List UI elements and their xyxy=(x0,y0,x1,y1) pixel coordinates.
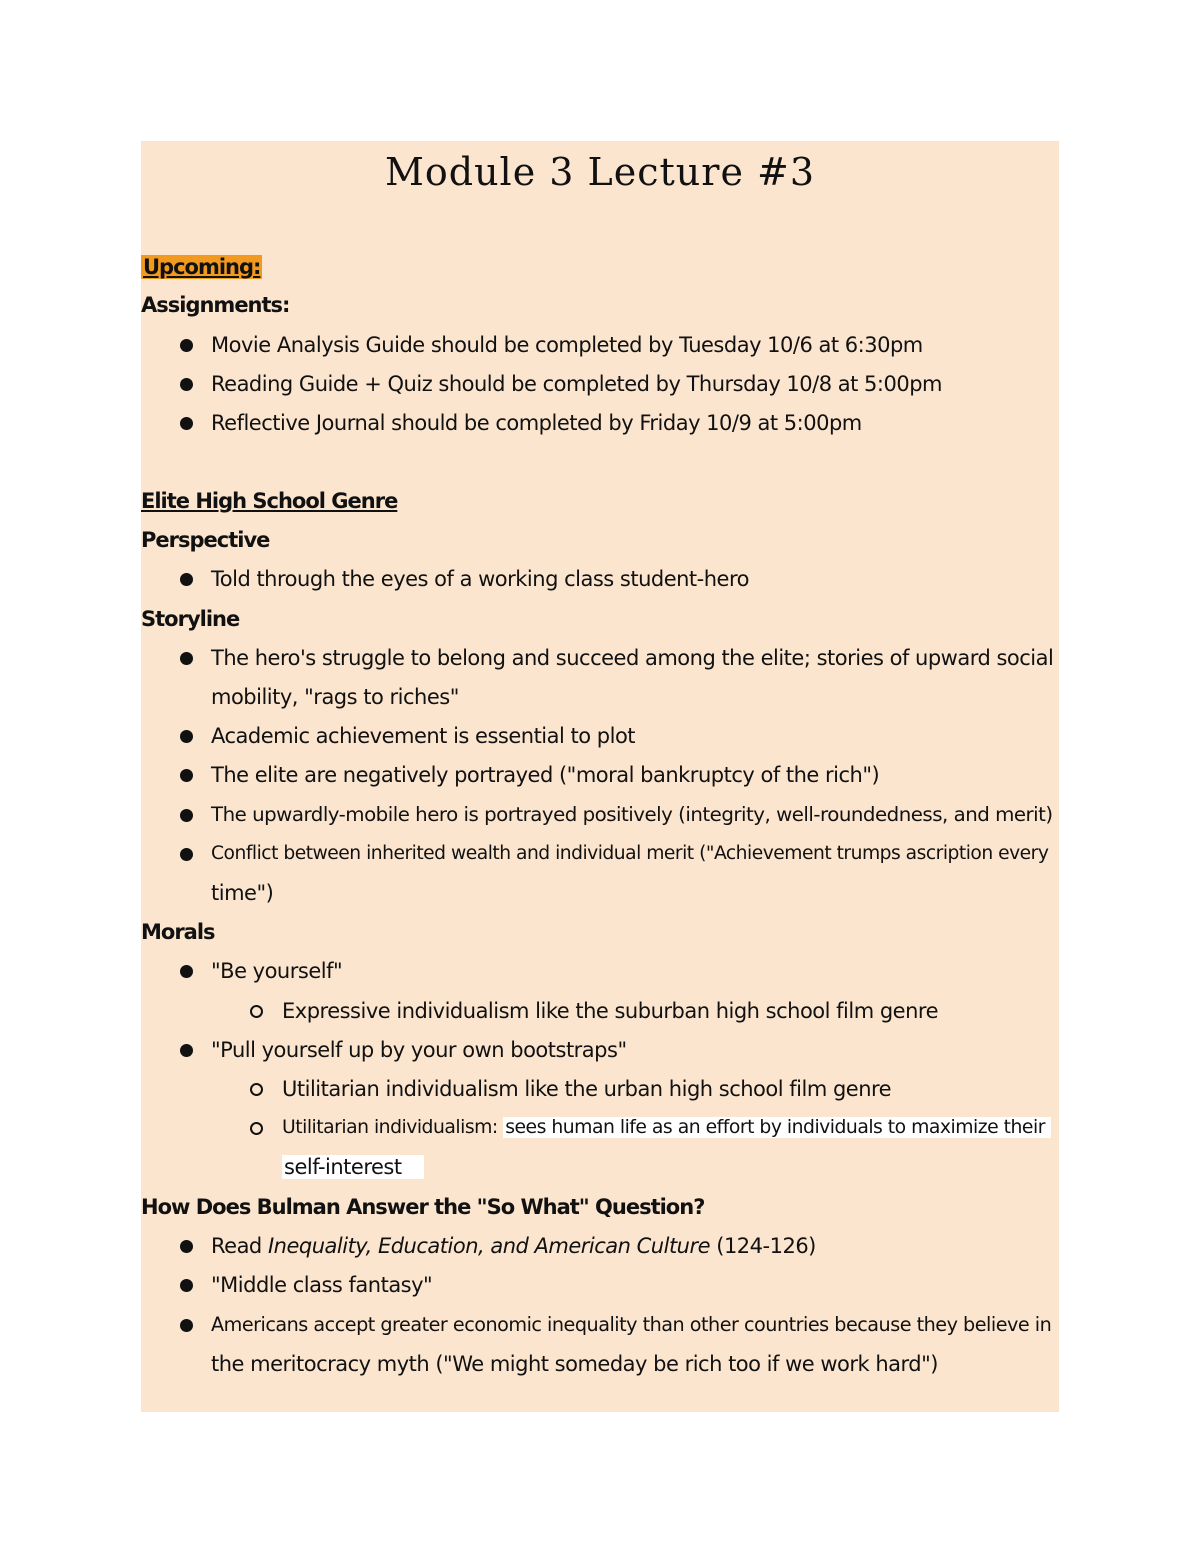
so-what-item: Americans accept greater economic inequality than other countries because they believe in xyxy=(211,1313,1052,1336)
bullet-icon xyxy=(180,769,193,782)
storyline-item: The upwardly-mobile hero is portrayed positively (integrity, well-roundedness, and merit) xyxy=(211,803,1053,826)
morals-subitem: Expressive individualism like the suburban high school film genre xyxy=(282,999,939,1023)
morals-subitem xyxy=(282,1114,1051,1142)
bullet-icon xyxy=(180,965,193,978)
upcoming-label: Upcoming: xyxy=(143,255,261,279)
storyline-item: The hero's struggle to belong and succeed among the elite; stories of upward social xyxy=(211,646,1054,670)
hollow-bullet-icon xyxy=(250,1005,263,1018)
morals-item: "Pull yourself up by your own bootstraps" xyxy=(211,1038,627,1062)
bullet-icon xyxy=(180,809,193,822)
bullet-icon xyxy=(180,1240,193,1253)
highlighted-definition: self-interest xyxy=(282,1155,424,1179)
genre-heading: Elite High School Genre xyxy=(141,489,398,513)
so-what-item-continued: the meritocracy myth ("We might someday be rich too if we work hard") xyxy=(211,1352,938,1376)
so-what-item xyxy=(211,1232,816,1260)
highlighted-definition: sees human life as an effort by individuals to maximize their xyxy=(503,1117,1051,1138)
hollow-bullet-icon xyxy=(250,1122,263,1135)
perspective-item: Told through the eyes of a working class student-hero xyxy=(211,567,749,591)
bullet-icon xyxy=(180,339,193,352)
storyline-heading: Storyline xyxy=(141,607,240,631)
perspective-heading: Perspective xyxy=(141,528,270,552)
bullet-icon xyxy=(180,848,193,861)
read-prefix: Read xyxy=(211,1234,262,1258)
morals-item: "Be yourself" xyxy=(211,959,343,983)
storyline-item: Academic achievement is essential to plot xyxy=(211,724,636,748)
bullet-icon xyxy=(180,573,193,586)
page-title: Module 3 Lecture #3 xyxy=(384,150,816,194)
so-what-item: "Middle class fantasy" xyxy=(211,1273,433,1297)
so-what-heading: How Does Bulman Answer the "So What" Question? xyxy=(141,1195,705,1219)
bullet-icon xyxy=(180,378,193,391)
book-title: Inequality, Education, and American Culture xyxy=(267,1234,711,1258)
storyline-item-continued: time") xyxy=(211,881,274,905)
upcoming-heading xyxy=(141,253,262,281)
bullet-icon xyxy=(180,1279,193,1292)
assignment-item: Reflective Journal should be completed by Friday 10/9 at 5:00pm xyxy=(211,411,862,435)
assignment-item: Movie Analysis Guide should be completed by Tuesday 10/6 at 6:30pm xyxy=(211,333,923,357)
bullet-icon xyxy=(180,730,193,743)
bullet-icon xyxy=(180,1319,193,1332)
assignments-heading: Assignments: xyxy=(141,293,290,317)
page-range: (124-126) xyxy=(716,1234,816,1258)
morals-subitem: Utilitarian individualism like the urban high school film genre xyxy=(282,1077,892,1101)
bullet-icon xyxy=(180,652,193,665)
storyline-item: The elite are negatively portrayed ("moral bankruptcy of the rich") xyxy=(211,763,880,787)
bullet-icon xyxy=(180,417,193,430)
hollow-bullet-icon xyxy=(250,1083,263,1096)
morals-heading: Morals xyxy=(141,920,215,944)
storyline-item: Conflict between inherited wealth and individual merit ("Achievement trumps ascription every xyxy=(211,843,1049,864)
subitem-prefix: Utilitarian individualism: xyxy=(282,1117,498,1138)
assignment-item: Reading Guide + Quiz should be completed by Thursday 10/8 at 5:00pm xyxy=(211,372,942,396)
storyline-item-continued: mobility, "rags to riches" xyxy=(211,685,459,709)
morals-subitem-continued xyxy=(282,1153,424,1181)
bullet-icon xyxy=(180,1044,193,1057)
